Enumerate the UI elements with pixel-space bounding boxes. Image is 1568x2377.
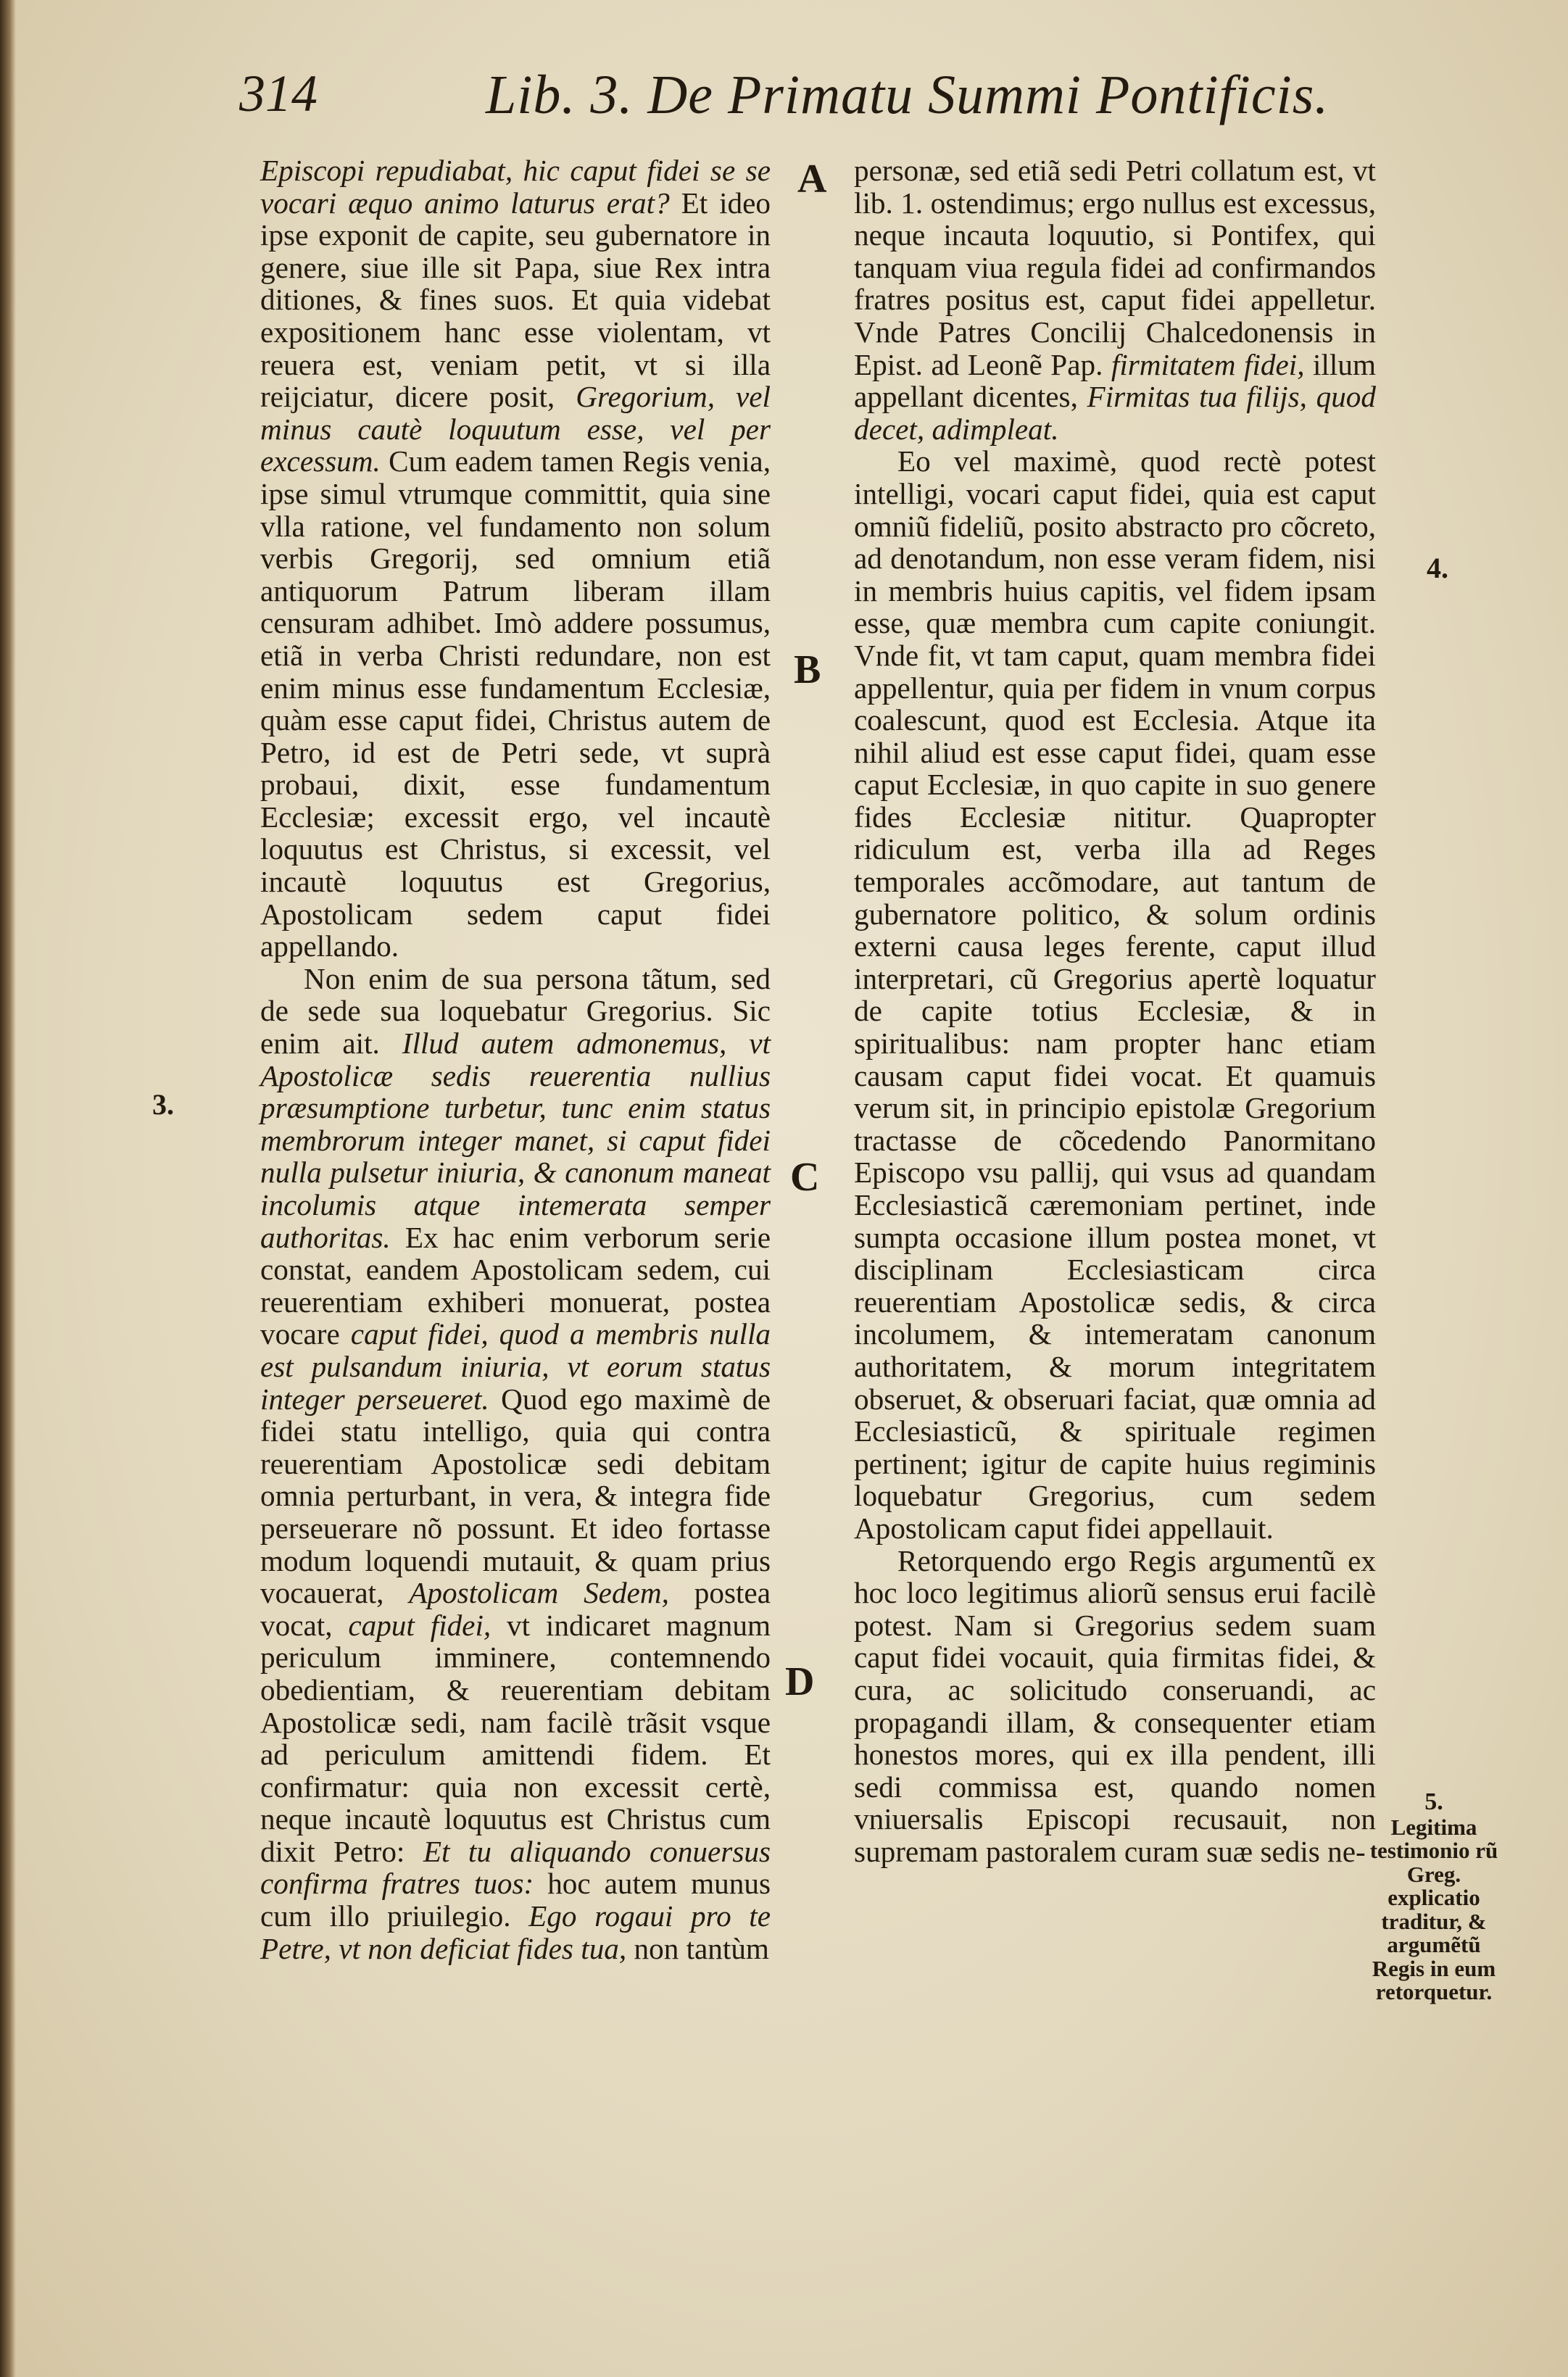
body-text: non tantùm <box>626 1931 769 1965</box>
marginal-note-text: Legitima testimonio rũ Greg. explicatio traditur, & argumẽtũ Regis in eum retorquetur. <box>1369 1814 1498 2004</box>
right-paragraph-2 <box>854 445 1376 1544</box>
italic-text: Firmitas tua filijs, quod decet, adimpleat. <box>854 380 1376 446</box>
italic-text: Gregorium, vel minus cautè loquutum esse, vel per excessum. <box>260 380 771 478</box>
margin-numeral-left: 3. <box>152 1088 174 1121</box>
section-marker-c: C <box>790 1155 820 1200</box>
body-text: Quod ego maximè de fidei statu intelligo, quia qui contra reuerentiam Apostolicæ sedi debitam omnia perturbant, in vera, & integra fide perseuerare nõ possunt. Et ideo fortasse modum loquendi mutauit, & quam prius vocauerat, <box>260 1382 771 1610</box>
left-paragraph-2 <box>260 963 771 1965</box>
body-text: vt indicaret magnum periculum imminere, contemnendo obedientiam, & reuerentiam debitam Apostolicæ sedi, nam facilè trãsit vsque ad periculum amittendi fidem. Et confirmatur: quia non excessit certè, neque incautè loquutus est Christus cum dixit Petro: <box>260 1608 771 1868</box>
body-text: postea vocat, <box>260 1576 771 1642</box>
right-paragraph-1 <box>854 154 1376 445</box>
body-text: Retorquendo ergo Regis argumentũ ex hoc loco legitimus aliorũ sensus erui facilè potest. Nam si Gregorius sedem suam caput fidei vocauit, quia firmitas fidei, & cura, ac solicitudo conseruandi, ac propagandi illam, & consequenter etiam honestos mores, qui ex illa pendent, illi sedi commissa est, quando nomen vniuersalis Episcopi recusauit, non supremam pastoralem curam suæ sedis ne- <box>854 1543 1376 1868</box>
body-text: Et ideo ipse exponit de capite, seu gubernatore in genere, siue ille sit Papa, siue Rex intra ditiones, & fines suos. Et quia videbat expositionem hanc esse violentam, vt reuera est, veniam petit, vt si illa reijciatur, dicere posit, <box>260 186 771 414</box>
italic-text: Et tu aliquando conuersus confirma fratres tuos: <box>260 1834 771 1901</box>
italic-text: Illud autem admonemus, vt Apostolicæ sedis reuerentia nullius præsumptione turbetur, tunc enim status membrorum integer manet, si caput fidei nulla pulsetur iniuria, & canonum maneat incolumis atque intemerata semper authoritas. <box>260 1026 771 1254</box>
italic-text: caput fidei, <box>348 1608 491 1642</box>
italic-text: caput fidei, quod a membris nulla est pulsandum iniuria, vt eorum status integer perseueret. <box>260 1317 771 1416</box>
right-paragraph-3 <box>854 1545 1376 1868</box>
page-number: 314 <box>239 65 318 123</box>
italic-text: firmitatem fidei, <box>1111 347 1305 381</box>
body-text: Non enim de sua persona tãtum, sed de sede sua loquebatur Gregorius. Sic enim ait. <box>260 961 771 1061</box>
section-marker-a: A <box>797 157 827 202</box>
marginal-note-number: 5. <box>1424 1788 1443 1815</box>
body-text: personæ, sed etiã sedi Petri collatum est, vt lib. 1. ostendimus; ergo nullus est excessus, neque incauta loquutio, si Pontifex, qui tanquam viua regula fidei ad confirmandos fratres positus est, caput fidei appelletur. Vnde Patres Concilij Chalcedonensis in Epist. ad Leonẽ Pap. <box>854 154 1376 381</box>
section-marker-d: D <box>785 1659 815 1704</box>
body-text: hoc autem munus cum illo priuilegio. <box>260 1867 771 1933</box>
italic-text: Apostolicam Sedem, <box>409 1576 669 1610</box>
body-text: Ex hac enim verborum serie constat, eandem Apostolicam sedem, cui reuerentiam exhiberi monuerat, postea vocare <box>260 1220 771 1351</box>
book-spine-shadow <box>0 0 16 2377</box>
body-text: Eo vel maximè, quod rectè potest intelligi, vocari caput fidei, quia est caput omniũ fideliũ, posito abstracto pro cõcreto, ad denotandum, non esse veram fidem, nisi in membris huius capitis, vel fidem ipsam esse, quæ membra cum capite coniungit. Vnde fit, vt tam caput, quam membra fidei appellentur, quia per fidem in vnum corpus coalescunt, quod est Ecclesia. Atque ita nihil aliud est esse caput fidei, quam esse caput Ecclesiæ, in quo capite in suo genere fides Ecclesiæ nititur. Quapropter ridiculum est, verba illa ad Reges temporales accõmodare, aut tantum de gubernatore politico, & solum ordinis externi causa leges ferente, caput illud interpretari, cũ Gregorius apertè loquatur de capite totius Ecclesiæ, & in spiritualibus: nam propter hanc etiam causam caput fidei vocat. Et quamuis verum sit, in principio epistolæ Gregorium tractasse de cõcedendo Panormitano Episcopo vsu pallij, qui vsus ad quandam Ecclesiasticã cæremoniam pertinet, inde sumpta occasione illum postea monet, vt disciplinam Ecclesiasticam circa reuerentiam Apostolicæ sedis, & circa incolumem, & intemeratam canonum authoritatem, & morum integritatem obseruet, & obseruari faciat, quæ omnia ad Ecclesiasticũ, & spirituale regimen pertinent; igitur de capite huius regiminis loquebatur Gregorius, cum sedem Apostolicam caput fidei appellauit. <box>854 444 1376 1545</box>
right-column <box>854 154 1376 1867</box>
marginal-note <box>1361 1788 1506 2004</box>
margin-numeral-right: 4. <box>1427 552 1448 584</box>
italic-text: Episcopi repudiabat, hic caput fidei se se vocari æquo animo laturus erat? <box>260 154 771 220</box>
running-title: Lib. 3. De Primatu Summi Pontificis. <box>486 65 1330 125</box>
left-column <box>260 154 771 1965</box>
body-text: illum appellant dicentes, <box>854 347 1376 414</box>
page-header <box>239 64 1472 129</box>
body-text: Cum eadem tamen Regis venia, ipse simul vtrumque committit, quia sine vlla ratione, vel fundamento non solum verbis Gregorij, sed omnium etiã antiquorum Patrum liberam illam censuram adhibet. Imò addere possumus, etiã in verba Christi redundare, non est enim minus esse fundamentum Ecclesiæ, quàm esse caput fidei, Christus autem de Petro, id est de Petri sede, vt suprà probaui, dixit, esse fundamentum Ecclesiæ; excessit ergo, vel incautè loquutus est Christus, si excessit, vel incautè loquutus est Gregorius, Apostolicam sedem caput fidei appellando. <box>260 444 771 963</box>
italic-text: Ego rogaui pro te Petre, vt non deficiat fides tua, <box>260 1899 771 1965</box>
section-marker-b: B <box>794 647 821 692</box>
left-paragraph-1 <box>260 154 771 963</box>
